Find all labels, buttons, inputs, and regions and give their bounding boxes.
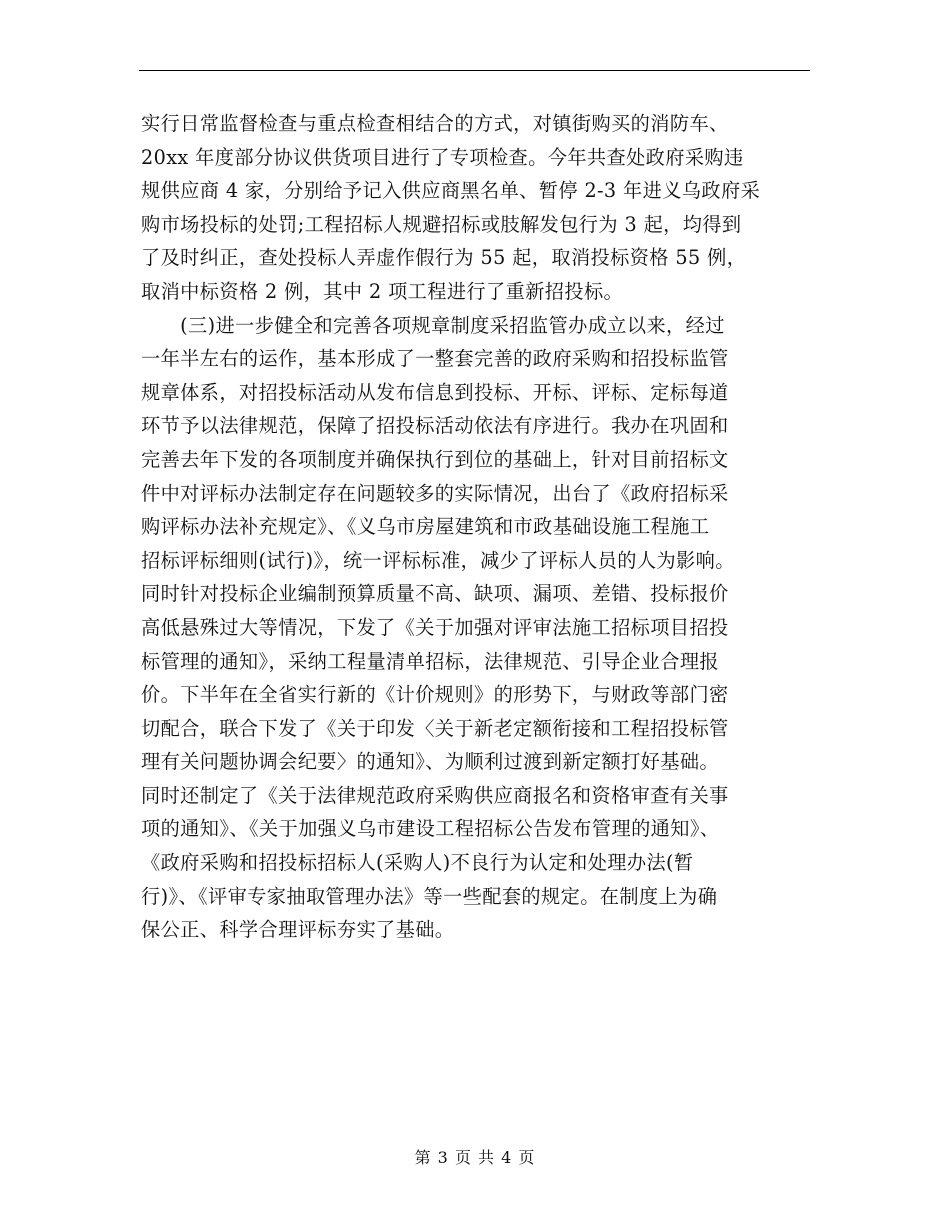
text-line: 高低悬殊过大等情况，下发了《关于加强对评审法施工招标项目招投 [141,615,729,639]
header-rule [139,70,810,71]
text-line: 标管理的通知》，采纳工程量清单招标，法律规范、引导企业合理报 [141,649,720,673]
text-line: 20xx 年度部分协议供货项目进行了专项检查。今年共查处政府采购违 [141,145,744,169]
document-body [141,107,813,947]
text-line: 项的通知》、《关于加强义乌市建设工程招标公告发布管理的通知》、 [141,817,720,841]
text-line: 一年半左右的运作，基本形成了一整套完善的政府采购和招投标监管 [141,347,729,371]
text-line: 理有关问题协调会纪要〉的通知》、为顺利过渡到新定额打好基础。 [141,750,720,774]
text-line: 同时针对投标企业编制预算质量不高、缺项、漏项、差错、投标报价 [141,582,729,606]
text-line: 件中对评标办法制定存在问题较多的实际情况，出台了《政府招标采 [141,481,729,505]
text-line: 招标评标细则(试行)》，统一评标标准，减少了评标人员的人为影响。 [141,548,735,572]
text-line: 购市场投标的处罚;工程招标人规避招标或肢解发包行为 3 起，均得到 [141,212,742,236]
text-line: 规章体系，对招投标活动从发布信息到投标、开标、评标、定标每道 [141,380,729,404]
text-line: 了及时纠正，查处投标人弄虚作假行为 55 起，取消投标资格 55 例， [141,246,747,270]
text-line: 保公正、科学合理评标夯实了基础。 [141,918,455,942]
text-line: 规供应商 4 家，分别给予记入供应商黑名单、暂停 2-3 年进义乌政府采 [141,179,761,203]
text-line: 同时还制定了《关于法律规范政府采购供应商报名和资格审查有关事 [141,783,729,807]
text-line: 价。下半年在全省实行新的《计价规则》的形势下，与财政等部门密 [141,683,729,707]
text-line: 实行日常监督检查与重点检查相结合的方式，对镇街购买的消防车、 [141,112,729,135]
text-line: 《政府采购和招投标招标人(采购人)不良行为认定和处理办法(暂 [141,851,694,875]
text-line: 完善去年下发的各项制度并确保执行到位的基础上，针对目前招标文 [141,447,729,471]
text-line: 切配合，联合下发了《关于印发〈关于新老定额衔接和工程招投标管 [141,716,729,740]
text-line: 购评标办法补充规定》、《义乌市房屋建筑和市政基础设施工程施工 [141,515,710,539]
text-line: 取消中标资格 2 例，其中 2 项工程进行了重新招投标。 [141,279,624,303]
text-line: 行)》、《评审专家抽取管理办法》等一些配套的规定。在制度上为确 [141,884,718,908]
text-line: 环节予以法律规范，保障了招投标活动依法有序进行。我办在巩固和 [141,414,729,438]
page-number: 第 3 页 共 4 页 [414,1148,536,1167]
page-footer [0,1146,950,1170]
text-line: (三)进一步健全和完善各项规章制度采招监管办成立以来，经过 [141,313,725,337]
